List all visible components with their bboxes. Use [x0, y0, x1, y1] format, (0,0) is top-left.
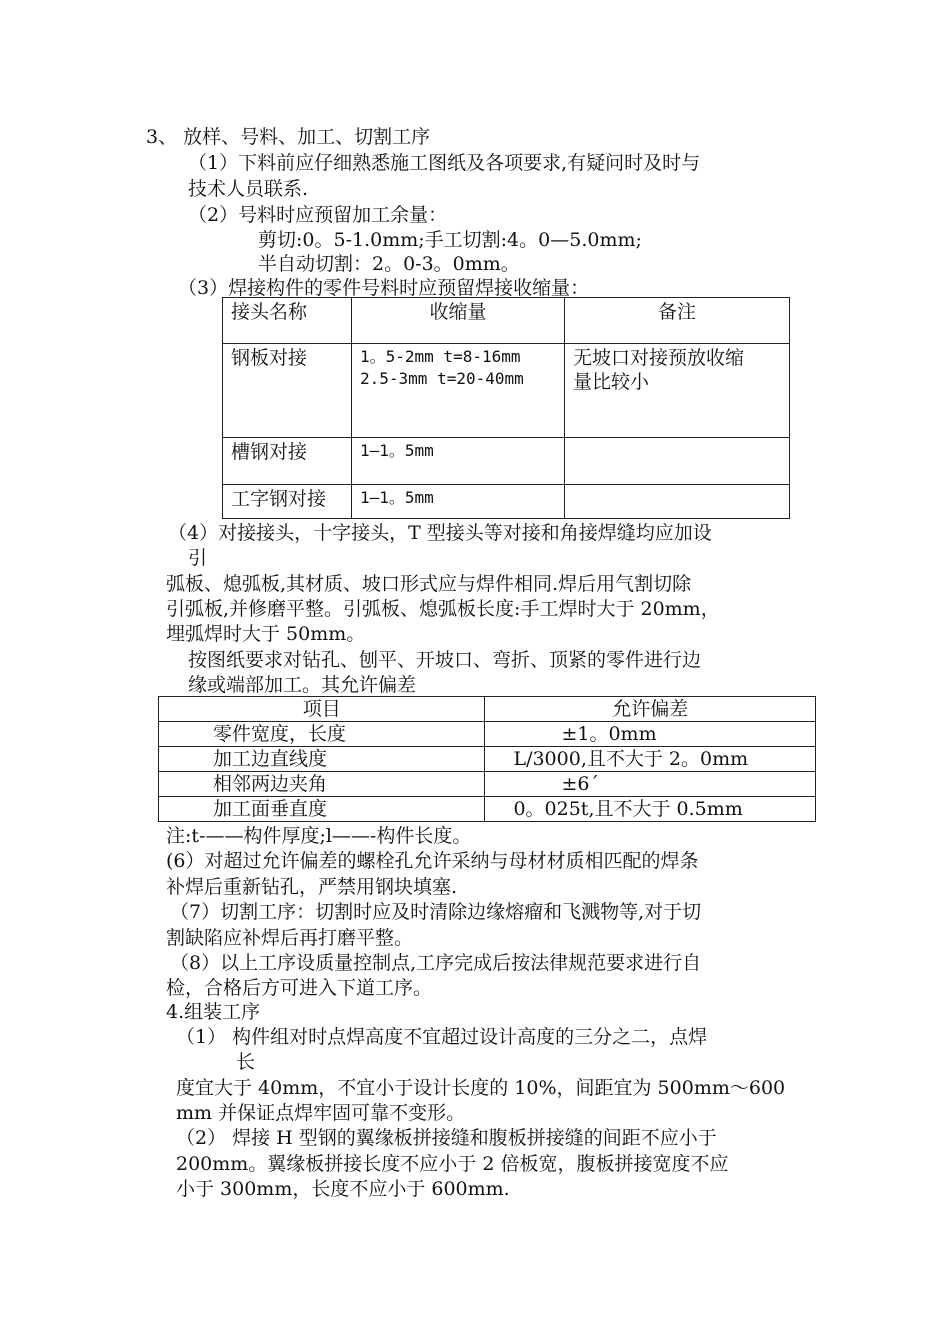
s3-p4-line5: 埋弧焊时大于 50mm。: [166, 623, 366, 645]
row-remark-2: 量比较小: [573, 371, 650, 393]
s3-p6-line1: (6）对超过允许偏差的螺栓孔允许采纳与母材材质相匹配的焊条: [166, 850, 699, 872]
header-remark: 备注: [657, 301, 696, 323]
s3-p3-line1: （3）焊接构件的零件号料时应预留焊接收缩量：: [178, 277, 590, 299]
table-row: [159, 772, 816, 797]
table-row: [159, 797, 816, 822]
s3-p2-line2: 剪切:0。5-1.0mm;手工切割:4。0—5.0mm;: [258, 229, 642, 251]
s4-p2-line1: （2） 焊接 H 型钢的翼缘板拼接缝和腹板拼接缝的间距不应小于: [176, 1127, 717, 1149]
s3-note: 注:t-——构件厚度;l——-构件长度。: [166, 825, 472, 847]
section4-heading: 4.组装工序: [166, 1001, 261, 1023]
s3-p4-line4: 引弧板,并修磨平整。引弧板、熄弧板长度:手工焊时大于 20mm，: [166, 598, 720, 620]
s3-p5-line2: 缘或端部加工。其允许偏差: [188, 674, 417, 696]
s4-p2-line2: 200mm。翼缘板拼接长度不应小于 2 倍板宽，腹板拼接宽度不应: [176, 1153, 729, 1175]
shrinkage-table: [222, 297, 790, 519]
s3-p4-line2: 引: [188, 547, 208, 569]
table-row: [223, 485, 790, 519]
s3-p4-line3: 弧板、熄弧板,其材质、坡口形式应与焊件相同.焊后用气割切除: [166, 573, 692, 595]
row-remark-1: [565, 438, 789, 442]
s3-p5-line1: 按图纸要求对钻孔、刨平、开坡口、弯折、顶紧的零件进行边: [188, 649, 702, 671]
s3-p7-line2: 割缺陷应补焊后再打磨平整。: [166, 927, 414, 949]
s3-p2-line1: （2）号料时应预留加工余量：: [188, 204, 448, 226]
s4-p1-line4: mm 并保证点焊牢固可靠不变形。: [176, 1102, 466, 1124]
header-joint-name: 接头名称: [231, 301, 308, 323]
row-item: 相邻两边夹角: [159, 772, 485, 797]
row-shrinkage-1: 1。5-2mm t=8-16mm: [360, 347, 521, 366]
row-shrinkage-2: 2.5-3mm t=20-40mm: [360, 369, 524, 388]
header-shrinkage: 收缩量: [429, 301, 487, 323]
s4-p1-line2: 长: [236, 1051, 256, 1073]
header-tolerance: 允许偏差: [485, 697, 816, 722]
header-item: 项目: [159, 697, 485, 722]
table-row: [223, 344, 790, 438]
section3-heading: 3、 放样、号料、加工、切割工序: [146, 126, 431, 148]
row-item: 零件宽度，长度: [159, 722, 485, 747]
shrinkage-table-header: [223, 298, 790, 344]
tolerance-table-header: [159, 697, 816, 722]
row-tolerance: L/3000,且不大于 2。0mm: [485, 747, 816, 772]
row-joint-name: 钢板对接: [231, 347, 308, 369]
row-joint-name: 槽钢对接: [231, 441, 308, 463]
table-row: [159, 722, 816, 747]
row-remark-1: [565, 485, 789, 489]
table-row: [223, 438, 790, 485]
s3-p1-line2: 技术人员联系.: [188, 178, 309, 200]
s4-p1-line1: （1） 构件组对时点焊高度不宜超过设计高度的三分之二，点焊: [176, 1026, 708, 1048]
s3-p2-line3: 半自动切割：2。0-3。0mm。: [258, 253, 520, 275]
row-shrinkage-1: 1—1。5mm: [360, 441, 434, 460]
s3-p6-line2: 补焊后重新钻孔，严禁用钢块填塞.: [166, 876, 458, 898]
s3-p8-line1: （8）以上工序设质量控制点,工序完成后按法律规范要求进行自: [170, 952, 702, 974]
s3-p7-line1: （7）切割工序：切割时应及时清除边缘熔瘤和飞溅物等,对于切: [170, 901, 702, 923]
row-item: 加工面垂直度: [159, 797, 485, 822]
s4-p1-line3: 度宜大于 40mm，不宜小于设计长度的 10%，间距宜为 500mm～600: [176, 1077, 786, 1099]
row-tolerance: ±6ˊ: [485, 772, 816, 797]
row-remark-1: 无坡口对接预放收缩: [573, 347, 745, 369]
row-tolerance: 0。025t,且不大于 0.5mm: [485, 797, 816, 822]
row-joint-name: 工字钢对接: [231, 488, 327, 510]
tolerance-table: [158, 696, 816, 822]
row-tolerance: ±1。0mm: [485, 722, 816, 747]
table-row: [159, 747, 816, 772]
s3-p1-line1: （1）下料前应仔细熟悉施工图纸及各项要求,有疑问时及时与: [188, 152, 701, 174]
s3-p4-line1: （4）对接接头，十字接头，T 型接头等对接和角接焊缝均应加设: [168, 522, 712, 544]
row-item: 加工边直线度: [159, 747, 485, 772]
row-shrinkage-1: 1—1。5mm: [360, 488, 434, 507]
s3-p8-line2: 检，合格后方可进入下道工序。: [166, 977, 433, 999]
s4-p2-line3: 小于 300mm，长度不应小于 600mm.: [176, 1178, 510, 1200]
